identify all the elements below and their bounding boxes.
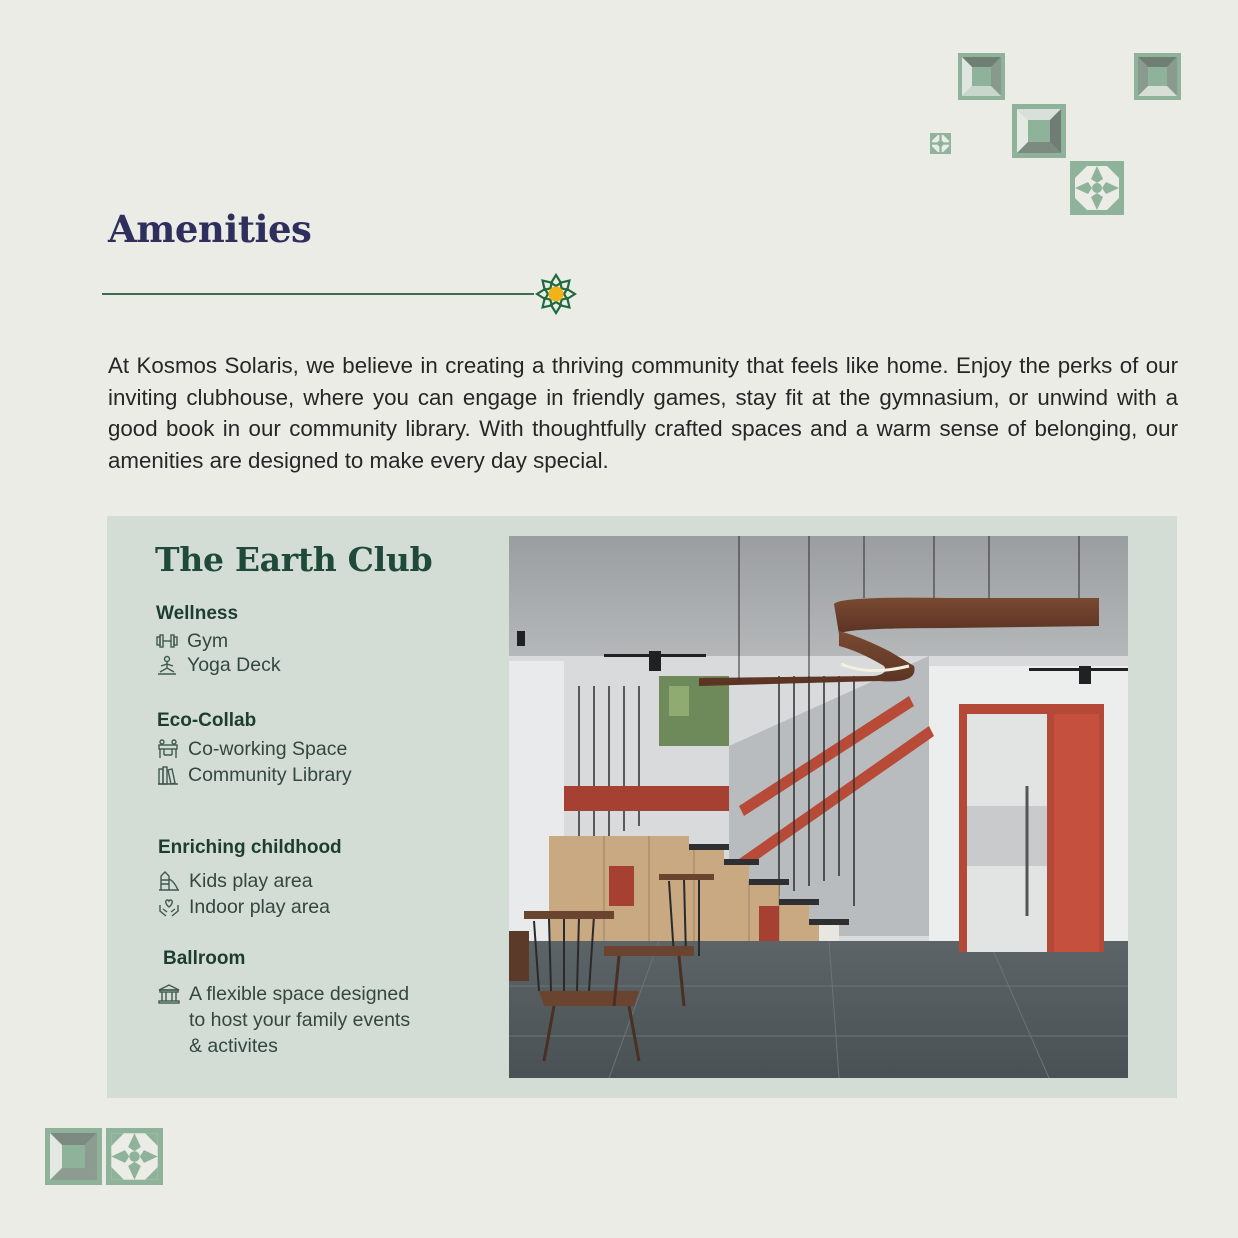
decor-tile-bevel — [1134, 53, 1181, 100]
list-item-label: A flexible space designed — [189, 983, 410, 1005]
group-title-eco-collab: Eco-Collab — [157, 710, 257, 731]
list-item-label: Yoga Deck — [187, 654, 281, 676]
decor-tile-flower — [106, 1128, 163, 1185]
list-item-label-line2: to host your family events — [189, 1009, 411, 1031]
list-item-library — [157, 762, 352, 788]
books-icon — [157, 765, 179, 785]
page-title: Amenities — [108, 207, 312, 251]
slide-icon — [158, 871, 180, 891]
pavilion-icon — [158, 984, 180, 1004]
list-item-yoga-deck — [156, 652, 281, 678]
list-item-indoor-play — [158, 894, 330, 920]
heading-divider — [102, 293, 534, 295]
group-title-wellness: Wellness — [156, 603, 239, 624]
group-title-enriching-childhood: Enriching childhood — [158, 837, 342, 858]
list-item-kids-play — [158, 868, 313, 894]
group-title-ballroom: Ballroom — [163, 948, 246, 969]
dumbbell-icon — [156, 631, 178, 651]
intro-paragraph: At Kosmos Solaris, we believe in creating a thriving community that feels like home. Enjoy the perks of our inviting clubhouse, where you can engage in friendly games, stay fit at the gymnasium, or unwind with a good book in our community library. With thoughtfully crafted spaces and a warm sense of belonging, our amenities are designed to make every day special. — [108, 353, 1178, 473]
decor-tile-bevel — [958, 53, 1005, 100]
list-item-label: Co-working Space — [188, 738, 348, 760]
decor-tile-flower — [930, 133, 951, 154]
desk-icon — [157, 739, 179, 759]
decor-tile-flower — [1070, 161, 1124, 215]
decor-tile-bevel — [45, 1128, 102, 1185]
list-item-ballroom — [158, 981, 410, 1059]
list-item-label-line3: & activites — [189, 1035, 278, 1057]
yoga-icon — [156, 655, 178, 675]
decor-tile-bevel — [1012, 104, 1066, 158]
list-item-label: Community Library — [188, 764, 352, 786]
list-item-coworking — [157, 736, 347, 762]
sun-flower-icon — [535, 273, 577, 315]
list-item-label: Gym — [187, 630, 229, 652]
clubhouse-interior-photo — [509, 536, 1128, 1078]
list-item-label: Kids play area — [189, 870, 313, 892]
club-title: The Earth Club — [155, 540, 433, 579]
hands-heart-icon — [158, 897, 180, 917]
list-item-gym — [156, 628, 228, 654]
list-item-label: Indoor play area — [189, 896, 330, 918]
